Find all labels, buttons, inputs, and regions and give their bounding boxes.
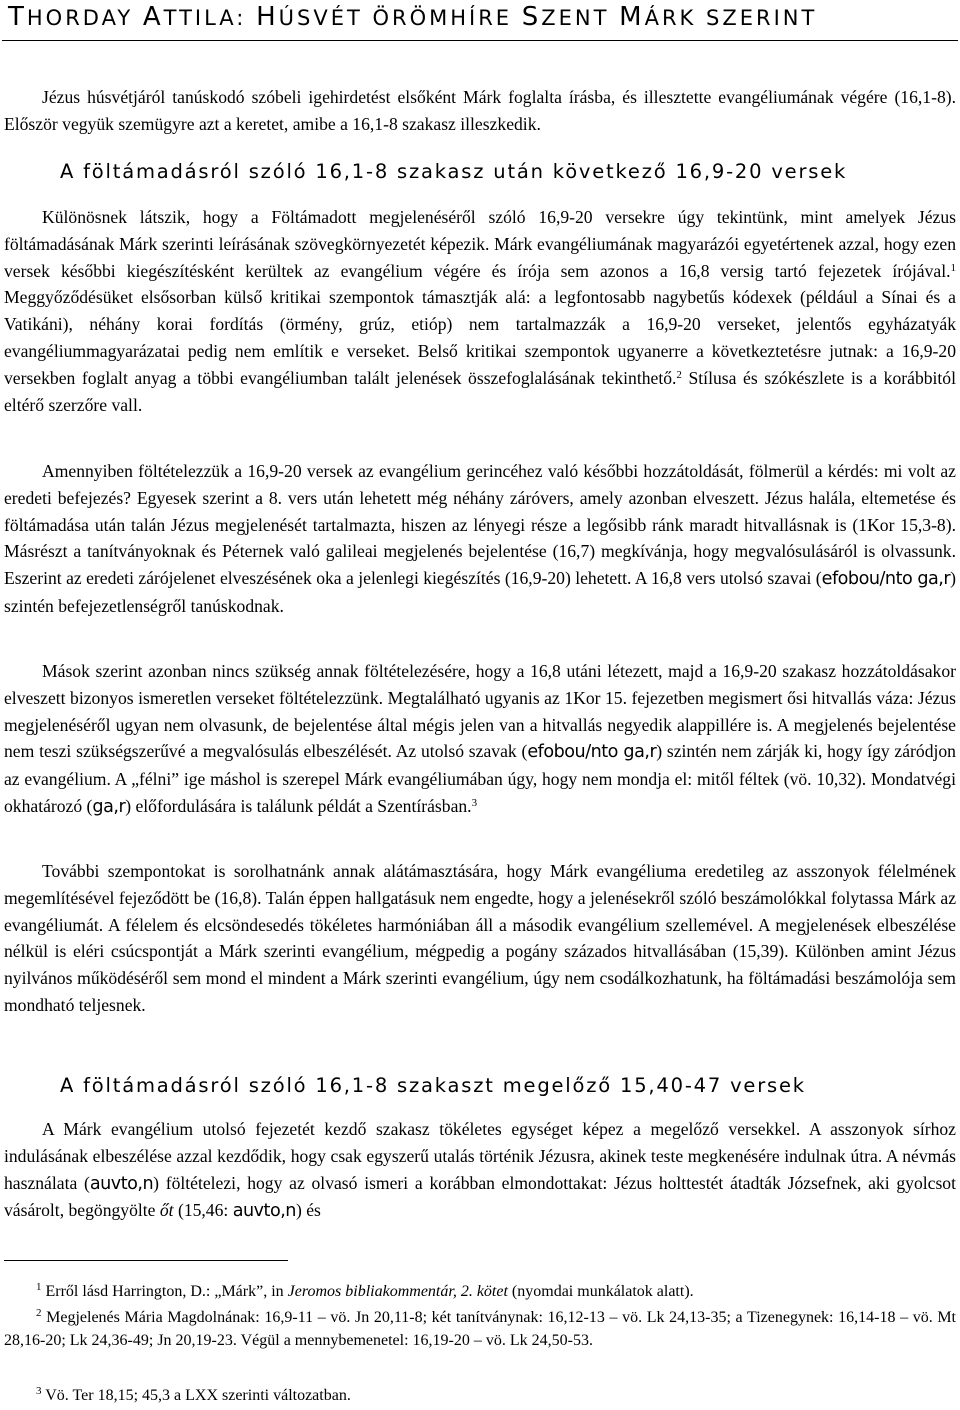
footnote-ref[interactable]: 3	[471, 796, 478, 809]
footnote-separator	[4, 1260, 288, 1261]
running-title: THORDAY ATTILA: HÚSVÉT ÖRÖMHÍRE SZENT MÁRK SZERINT	[8, 2, 818, 32]
footnote: $^3$ Vö. Ter 18,15; 45,3 a LXX szerinti változatban.	[36, 1385, 351, 1404]
greek-text: auvto,n	[232, 1201, 296, 1222]
body-paragraph: További szempontokat is sorolhatnánk annak alátámasztására, hogy Márk evangéliuma eredetileg az asszonyok félelmének megemlítésével fejeződött be (16,8). Talán éppen hallgatásuk nem engedte, hogy a jelenésekről szóló beszámolókkal folytassa Márk az evangéliumát. A félelem és elcsöndesedés tökéletes harmóniában áll a második evangélium szellemével. A megjelenések elbeszélése nélkül is eléri csúcspontját a Márk szerinti evangélium, mégpedig a pogány százados hitvallásában (15,39). Különben amint Jézus nyilvános működéséről sem mond el mindent a Márk szerinti evangélium, úgy nem csodálkozhatunk, ha föltámadási beszámolója sem mondható teljesnek.	[4, 861, 956, 1015]
footnote-ref[interactable]: 2	[676, 368, 682, 381]
body-paragraph: Mások szerint azonban nincs szükség annak föltételezésére, hogy a 16,8 utáni létezett, majd a 16,9-20 szakasz hozzátoldásakor elveszett bizonyos ismeretlen verseket föltételezzünk. Megtalálható ugyanis az 1Kor 15. fejezetben megismert ősi hitvallás váza: Jézus megjelenéséről ugyan nem olvasunk, de bejelentése által mégis jelen van a hitvallás negyedik alappillére is. A megjelenés bejelentése nem teszi szükségszerűvé a megvalósulás elbeszélését. Az utolsó szavak (efobou/nto ga,r) szintén nem zárják ki, hogy így záródjon az evangélium. A „félni” ige máshol is szerepel Márk evangéliumában úgy, hogy nem mondja el: mitől féltek (vö. 10,32). Mondatvégi okhatározó (ga,r) előfordulására is találunk példát a Szentírásban.$^3$	[4, 661, 956, 817]
greek-text: auvto,n	[89, 1173, 154, 1194]
section-heading: A föltámadásról szóló 16,1-8 szakasz után következő 16,9-20 versek	[60, 160, 848, 183]
header-rule	[2, 40, 958, 41]
body-paragraph: Amennyiben föltételezzük a 16,9-20 versek az evangélium gerincéhez való későbbi hozzátoldását, fölmerül a kérdés: mi volt az eredeti befejezés? Egyesek szerint a 8. vers után lehetett még néhány záróvers, amely azonban elveszett. Jézus halála, eltemetése és föltámadása után talán Jézus megjelenését tartalmazta, hiszen az lényegi része a legősibb ránk maradt hitvallásnak is (1Kor 15,3-8). Másrészt a tanítványoknak és Péternek való galileai megjelenés bejelentése (16,7) megkívánja, hogy megvalósulásáról is olvassunk. Eszerint az eredeti zárójelenet elveszésének oka a jelenlegi kiegészítés (16,9-20) lehetett. A 16,8 vers utolsó szavai (efobou/nto ga,r) szintén befejezetlenségről tanúskodnak.	[4, 461, 956, 616]
intro-paragraph: Jézus húsvétjáról tanúskodó szóbeli igehirdetést elsőként Márk foglalta írásba, és illesztette evangéliumának végére (16,1-8). Először vegyük szemügyre azt a keretet, amibe a 16,1-8 szakasz illeszkedik.	[4, 87, 956, 134]
greek-text: efobou/nto ga,r	[527, 742, 657, 763]
body-paragraph: Különösnek látszik, hogy a Föltámadott megjelenéséről szóló 16,9-20 versekre úgy tekintünk, mint amelyek Jézus föltámadásának Márk szerinti leírásának szövegkörnyezetét képezik. Márk evangéliumának magyarázói egyetértenek azzal, hogy ezen versek későbbi kiegészítésként kerültek az evangélium végére és írója sem azonos a 16,8 versig tartó fejezetek írójával.$^1$ Meggyőződésüket elsősorban külső kritikai szempontok támasztják alá: a legfontosabb nagybetűs kódexek (például a Sínai és a Vatikáni), néhány korai fordítás (örmény, grúz, etióp) nem tartalmazzák a 16,9-20 verseket, jelentős egyházatyák evangéliummagyarázatai pedig nem említik e verseket. Belső kritikai szempontok ugyanerre a következtetésre jutnak: a 16,9-20 versekben foglalt anyag a többi evangéliumban talált jelenések összefoglalásának tekinthető.$^2$ Stílusa és szókészlete is a korábbitól eltérő szerzőre vall.	[4, 207, 956, 415]
greek-text: ga,r	[92, 796, 126, 817]
footnote-number: 3	[36, 1385, 42, 1397]
footnote-number: 1	[36, 1281, 42, 1293]
footnote: $^2$ Megjelenés Mária Magdolnának: 16,9-11 – vö. Jn 20,11-8; két tanítványnak: 16,12-13 – vö. Lk 24,13-35; a Tizenegynek: 16,14-18 – vö. Mt 28,16-20; Lk 24,36-49; Jn 20,19-23. Végül a mennybemenetel: 16,19-20 – vö. Lk 24,50-53.	[4, 1307, 956, 1349]
body-paragraph: A Márk evangélium utolsó fejezetét kezdő szakasz tökéletes egységet képez a megelőző versekkel. A asszonyok sírhoz indulásának elbeszélése azzal kezdődik, hogy csak egyszerű utalás történik Jézusra, akinek teste megkenésére indulnak útra. A névmás használata (auvto,n) föltételezi, hogy az olvasó ismeri a korábban elmondottakat: Jézus holttestét átadták Józsefnek, aki gyolcsot vásárolt, begöngyölte őt (15,46: auvto,n) és	[4, 1119, 956, 1222]
footnote: $^1$ Erről lásd Harrington, D.: „Márk”, in Jeromos bibliakommentár, 2. kötet (nyomdai munkálatok alatt).	[36, 1281, 694, 1300]
footnote-ref[interactable]: 1	[950, 261, 956, 274]
greek-text: efobou/nto ga,r	[821, 569, 951, 590]
section-heading: A föltámadásról szóló 16,1-8 szakaszt megelőző 15,40-47 versek	[60, 1074, 806, 1097]
footnote-number: 2	[36, 1307, 42, 1319]
